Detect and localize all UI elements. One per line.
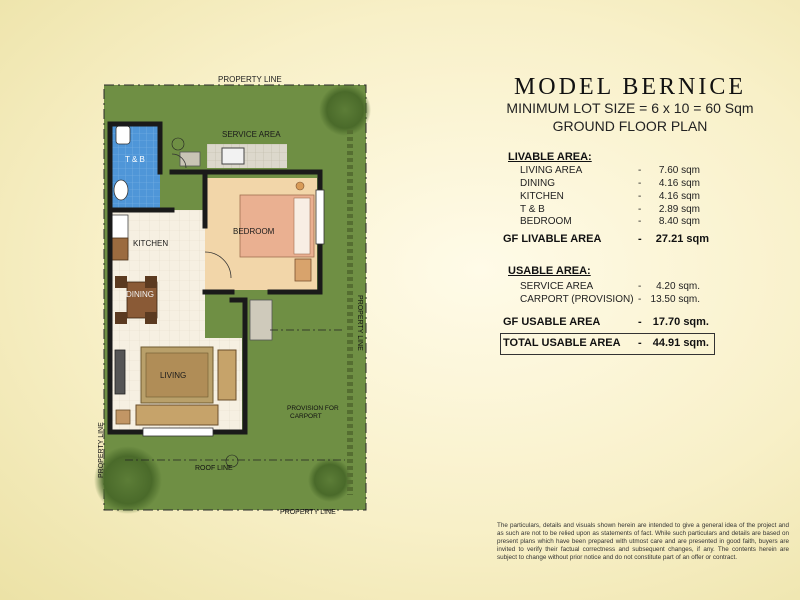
- dining-label: DINING: [126, 290, 154, 299]
- row-label: BEDROOM: [520, 216, 572, 227]
- usable-area-heading: USABLE AREA:: [508, 265, 591, 277]
- row-value: 8.40 sqm: [658, 216, 700, 227]
- living-label: LIVING: [160, 371, 187, 380]
- livable-row: [520, 216, 700, 230]
- row-value: 2.89 sqm: [658, 204, 700, 215]
- property-line-top-label: PROPERTY LINE: [218, 75, 282, 84]
- tv-console: [115, 350, 125, 394]
- total-value: 17.70 sqm.: [652, 316, 709, 328]
- row-dash: -: [638, 216, 642, 227]
- livable-area-heading: LIVABLE AREA:: [508, 151, 592, 163]
- property-line-right-label: PROPERTY LINE: [356, 295, 363, 351]
- row-label: DINING: [520, 178, 555, 189]
- livable-row: [520, 191, 700, 205]
- armchair: [218, 350, 236, 400]
- row-value: 7.60 sqm: [658, 165, 700, 176]
- row-value: 4.16 sqm: [658, 178, 700, 189]
- gf-livable-total: [503, 233, 713, 249]
- property-line-bottom-label: PROPERTY LINE: [280, 509, 336, 516]
- row-dash: -: [638, 165, 642, 176]
- row-label: SERVICE AREA: [520, 281, 594, 292]
- usable-row: [520, 281, 700, 295]
- bedroom-label: BEDROOM: [233, 227, 275, 236]
- row-dash: -: [638, 204, 642, 215]
- row-value: 4.20 sqm.: [656, 281, 700, 292]
- lot-size-subtitle: MINIMUM LOT SIZE = 6 x 10 = 60 Sqm: [506, 100, 754, 116]
- livable-row: [520, 178, 700, 192]
- roof-line-label: ROOF LINE: [195, 465, 233, 472]
- row-label: T & B: [520, 204, 545, 215]
- row-label: CARPORT (PROVISION): [520, 294, 634, 305]
- carport-label: CARPORT: [290, 413, 322, 420]
- shrub: [308, 458, 352, 502]
- disclaimer: The particulars, details and visuals shown herein are intended to give a general idea of the project and as such are not to be relied upon as statements of fact. While such particulars and details are based on present plans which have been prepared with utmost care and are presented in good faith, buyers are invited to verify their factual correctness and subsequent changes, if any. The contents herein are subject to change without prior notice and do not constitute part of an offer or contract.: [497, 522, 789, 561]
- sofa: [136, 405, 218, 425]
- gf-usable-total: [503, 316, 713, 332]
- service-area-label: SERVICE AREA: [222, 130, 281, 139]
- row-label: KITCHEN: [520, 191, 564, 202]
- total-usable-area: [503, 337, 713, 353]
- total-label: GF USABLE AREA: [503, 316, 601, 328]
- row-value: 13.50 sqm.: [650, 294, 700, 305]
- grand-total-value: 44.91 sqm.: [652, 337, 709, 349]
- entry-step: [250, 300, 272, 340]
- shrub: [319, 84, 371, 136]
- total-value: 27.21 sqm: [655, 233, 709, 245]
- laundry-sink: [222, 148, 244, 164]
- row-dash: -: [638, 281, 642, 292]
- t-and-b-label: T & B: [125, 155, 145, 164]
- grand-total-label: TOTAL USABLE AREA: [503, 337, 621, 349]
- model-title: MODEL BERNICE: [513, 74, 747, 100]
- row-dash: -: [638, 178, 642, 189]
- row-dash: -: [638, 191, 642, 202]
- total-dash: -: [638, 316, 642, 328]
- total-dash: -: [638, 233, 642, 245]
- plan-subtitle: GROUND FLOOR PLAN: [552, 118, 708, 134]
- cabinet: [295, 259, 311, 281]
- usable-row: [520, 294, 700, 308]
- row-label: LIVING AREA: [520, 165, 583, 176]
- provision-for-label: PROVISION FOR: [287, 405, 339, 412]
- service-area: [207, 144, 287, 168]
- livable-row: [520, 165, 700, 179]
- row-value: 4.16 sqm: [658, 191, 700, 202]
- property-line-left-label: PROPERTY LINE: [98, 422, 105, 478]
- total-label: GF LIVABLE AREA: [503, 233, 602, 245]
- kitchen-label: KITCHEN: [133, 239, 169, 248]
- row-dash: -: [638, 294, 642, 305]
- grand-total-dash: -: [638, 337, 642, 349]
